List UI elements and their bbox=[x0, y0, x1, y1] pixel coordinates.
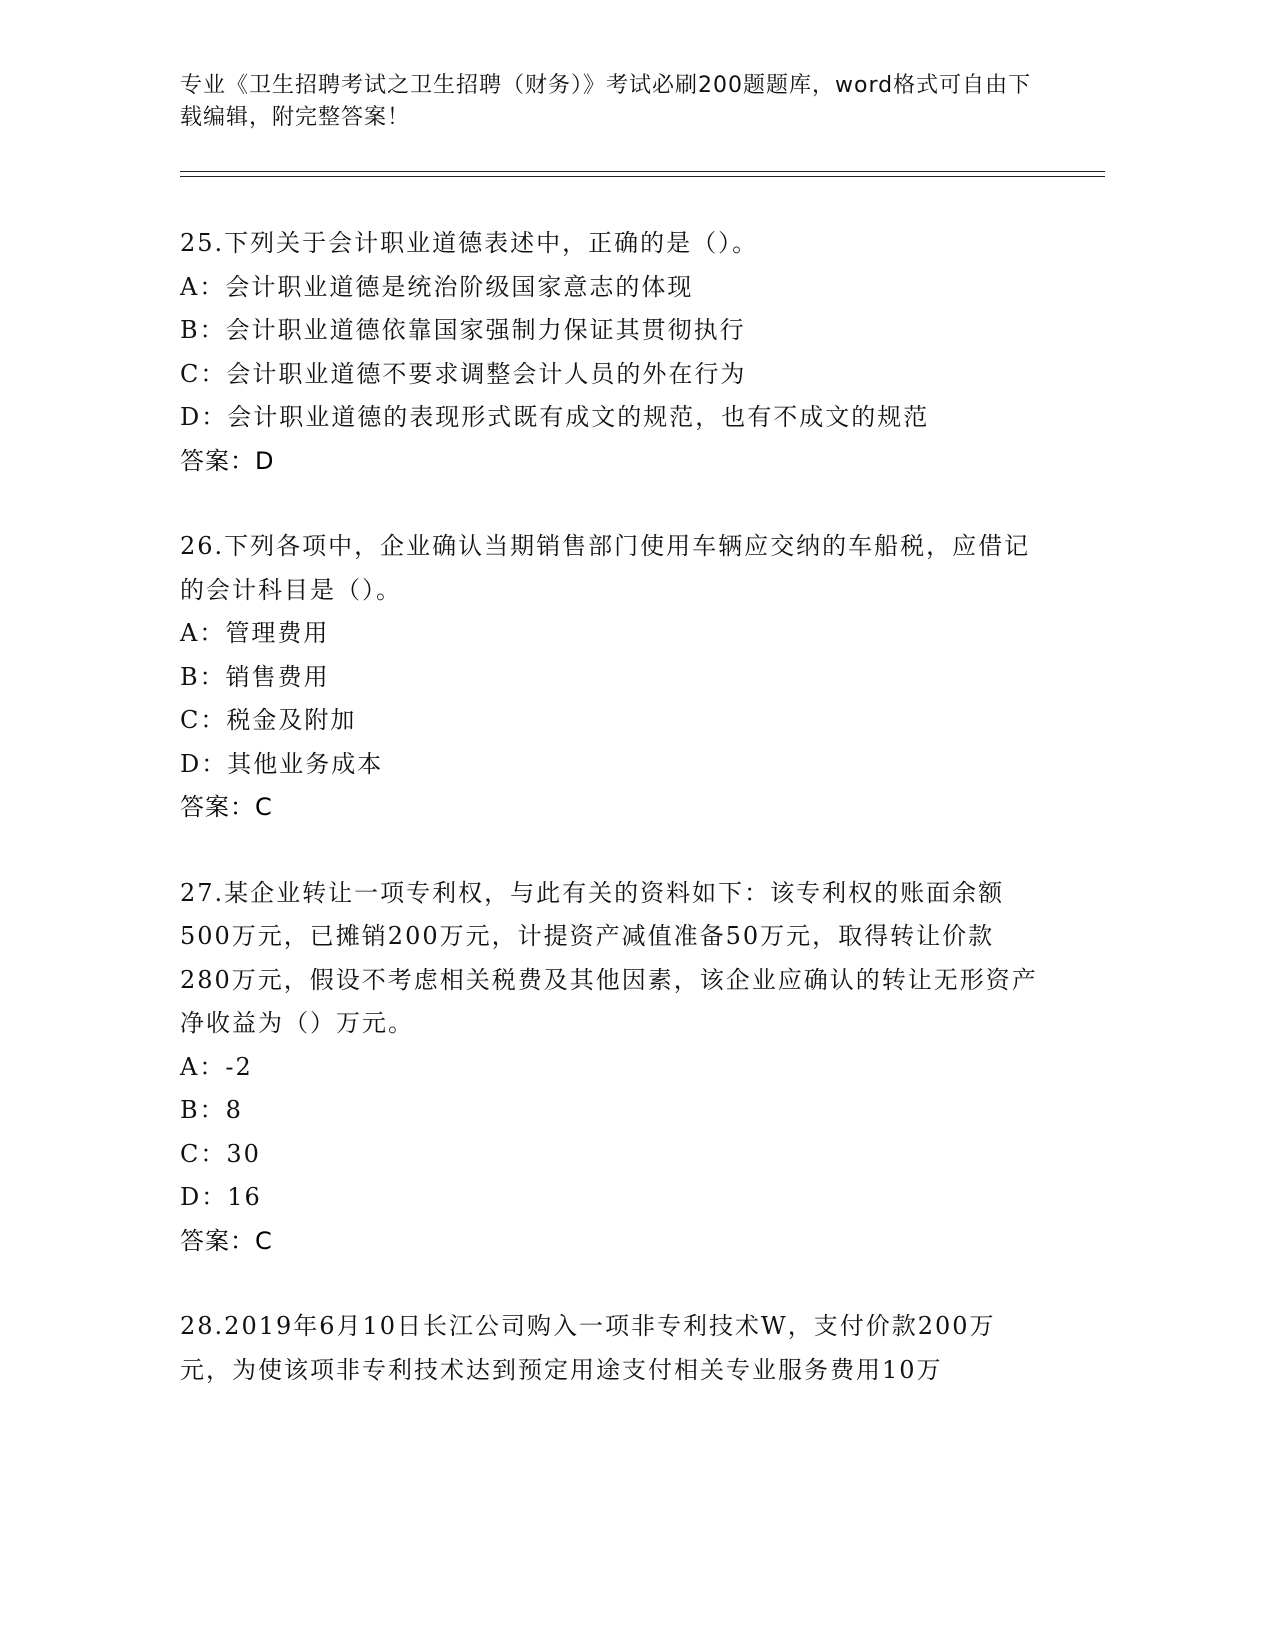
option-d: D：其他业务成本 bbox=[180, 749, 384, 778]
question-list bbox=[180, 222, 1040, 1434]
option-a: A：会计职业道德是统治阶级国家意志的体现 bbox=[180, 272, 694, 301]
question-28 bbox=[180, 1305, 1040, 1392]
question-26 bbox=[180, 525, 1040, 830]
question-text: 25.下列关于会计职业道德表述中，正确的是（）。 bbox=[180, 229, 759, 257]
answer: 答案：C bbox=[180, 793, 273, 821]
option-b: B：会计职业道德依靠国家强制力保证其贯彻执行 bbox=[180, 316, 746, 344]
header-divider-secondary bbox=[180, 176, 1105, 177]
option-b: B：销售费用 bbox=[180, 662, 330, 691]
option-c: C：会计职业道德不要求调整会计人员的外在行为 bbox=[180, 359, 747, 388]
option-a: A：管理费用 bbox=[180, 619, 330, 647]
question-27 bbox=[180, 872, 1040, 1264]
answer: 答案：C bbox=[180, 1226, 273, 1255]
option-a: A：-2 bbox=[180, 1052, 253, 1081]
question-text: 26.下列各项中，企业确认当期销售部门使用车辆应交纳的车船税，应借记的会计科目是（）。 bbox=[180, 532, 1031, 604]
option-d: D：16 bbox=[180, 1183, 262, 1211]
option-d: D：会计职业道德的表现形式既有成文的规范，也有不成文的规范 bbox=[180, 403, 930, 431]
question-text: 27.某企业转让一项专利权，与此有关的资料如下：该专利权的账面余额500万元，已摊销200万元，计提资产减值准备50万元，取得转让价款280万元，假设不考虑相关税费及其他因素，该企业应确认的转让无形资产净收益为（）万元。 bbox=[180, 878, 1038, 1037]
document-header bbox=[180, 70, 1040, 134]
option-c: C：30 bbox=[180, 1139, 261, 1168]
answer: 答案：D bbox=[180, 446, 275, 475]
header-divider bbox=[180, 171, 1105, 172]
question-25 bbox=[180, 222, 1040, 483]
option-c: C：税金及附加 bbox=[180, 706, 357, 734]
option-b: B：8 bbox=[180, 1096, 243, 1124]
header-text: 专业《卫生招聘考试之卫生招聘（财务）》考试必刷200题题库，word格式可自由下载编辑，附完整答案！ bbox=[180, 73, 1032, 130]
question-text: 28.2019年6月10日长江公司购入一项非专利技术W，支付价款200万元，为使该项非专利技术达到预定用途支付相关专业服务费用10万 bbox=[180, 1312, 996, 1384]
